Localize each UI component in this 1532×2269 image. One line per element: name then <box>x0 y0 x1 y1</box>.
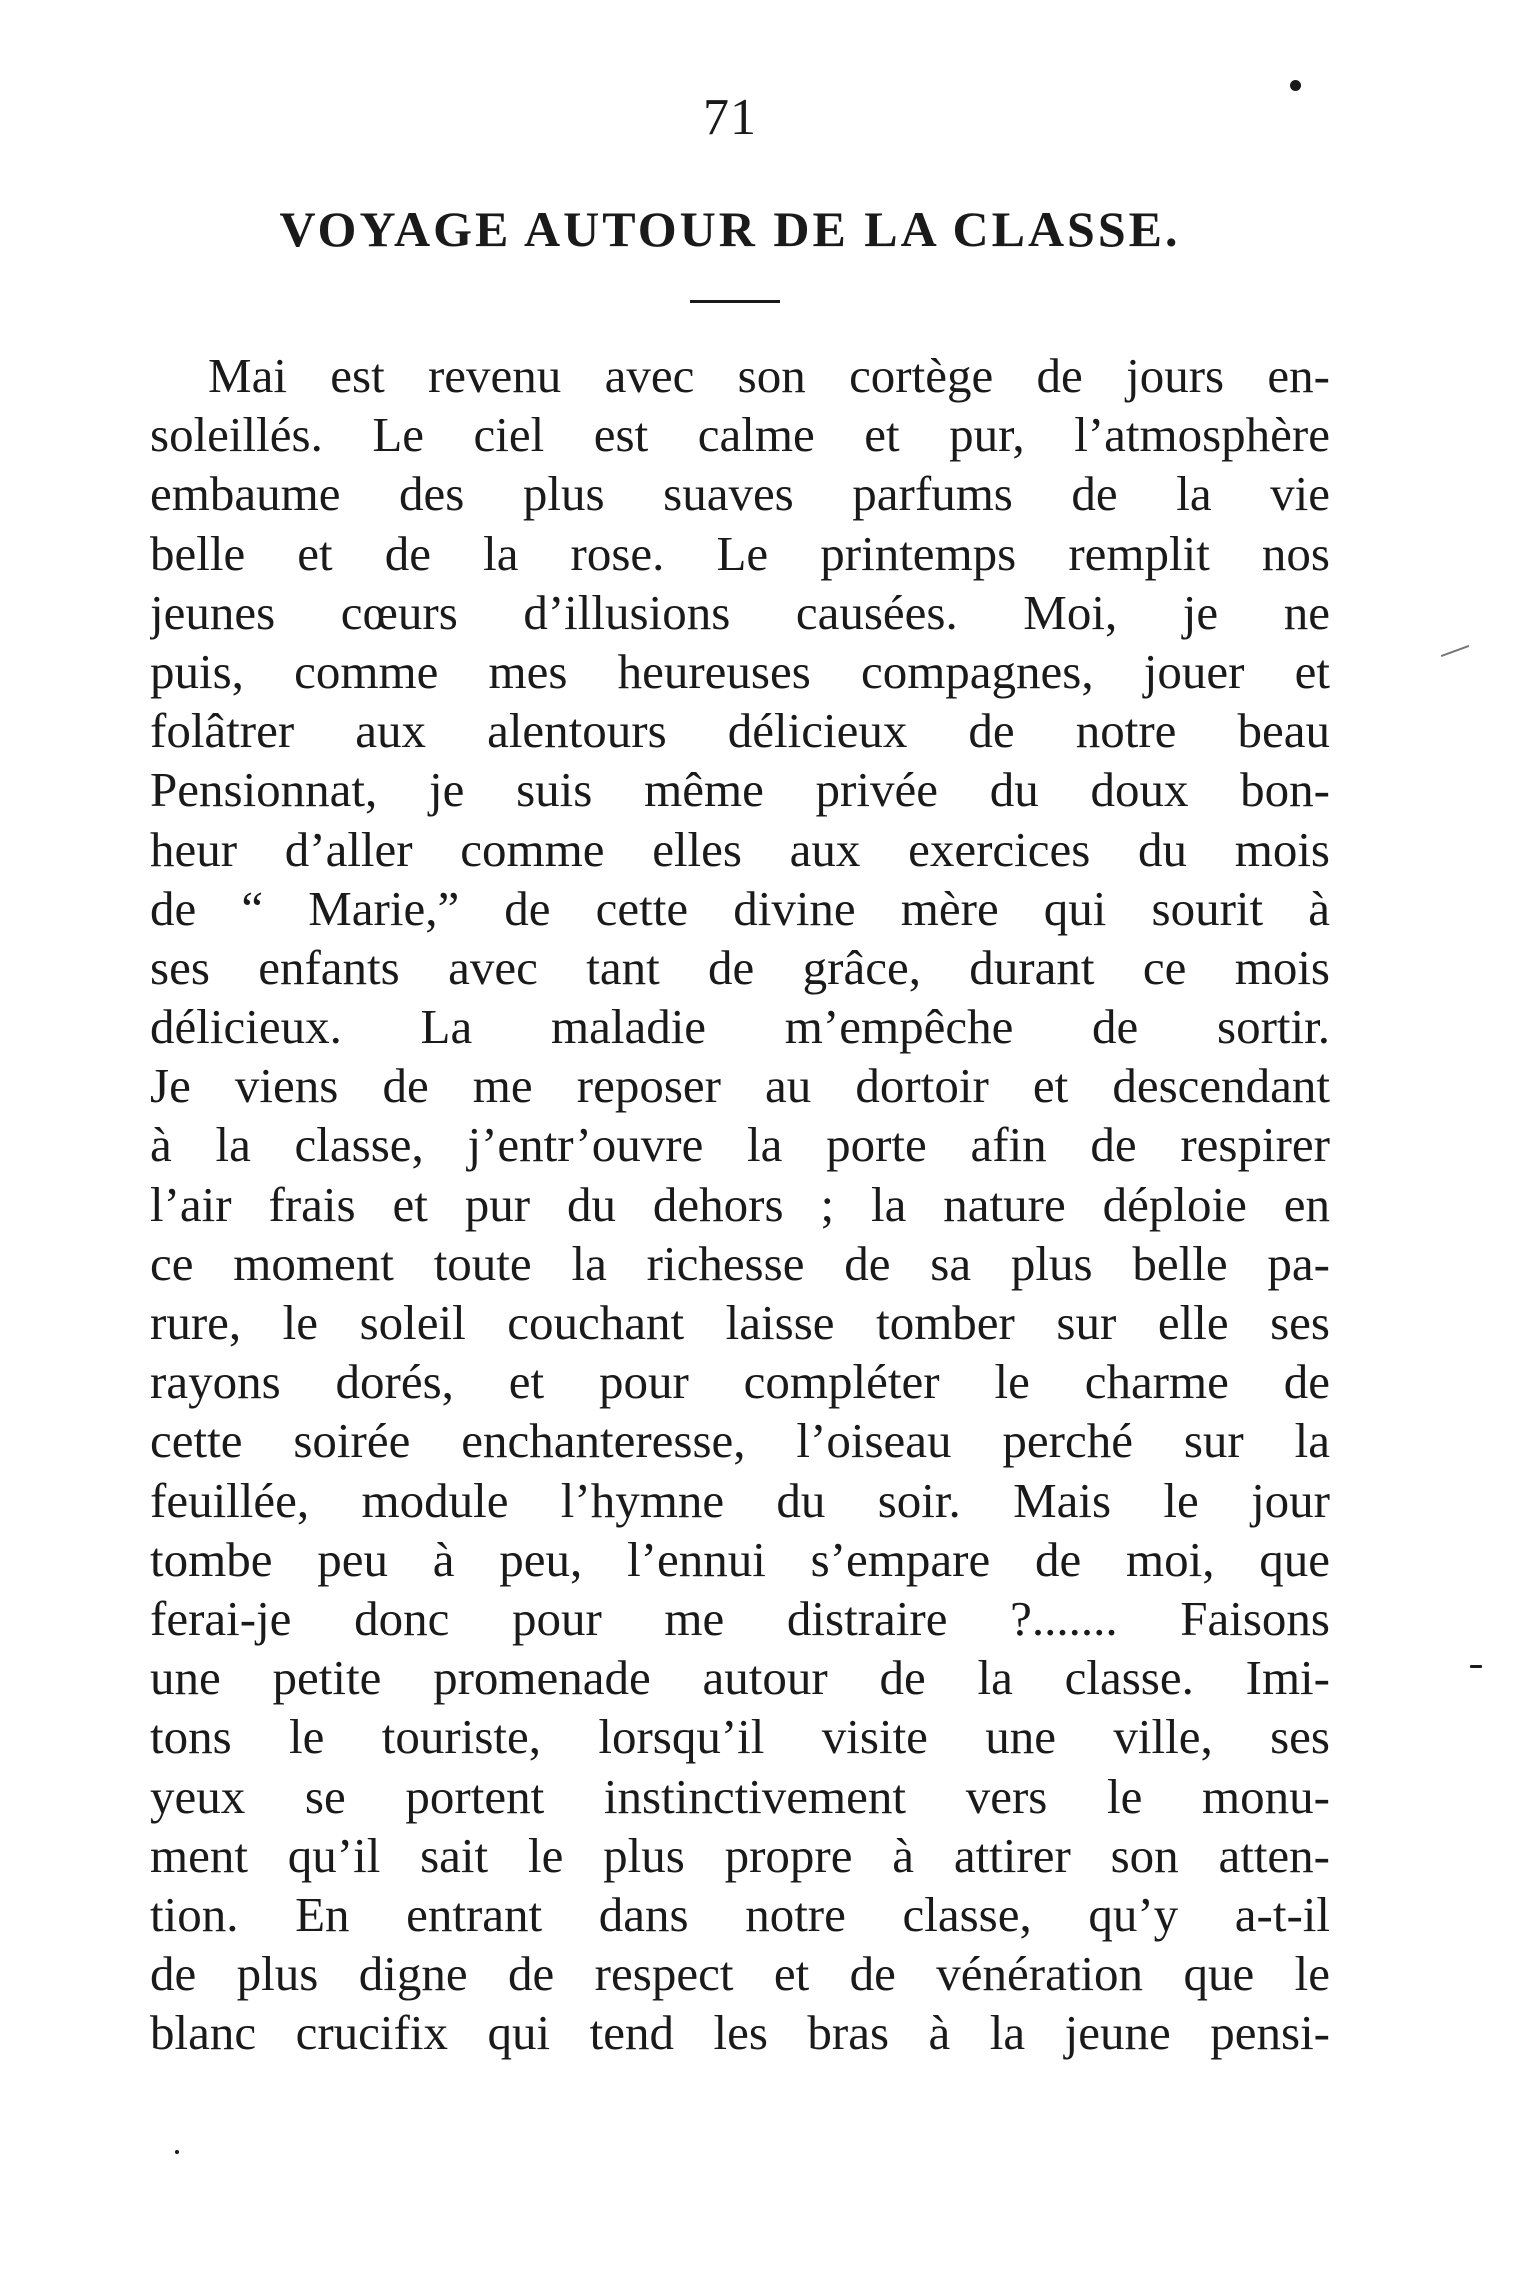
text-line: à la classe, j’entr’ouvre la porte afin de respirer <box>150 1117 1330 1173</box>
text-line: heur d’aller comme elles aux exercices du mois <box>150 821 1330 877</box>
ink-speck <box>175 2150 179 2154</box>
text-line: ses enfants avec tant de grâce, durant ce mois <box>150 939 1330 995</box>
text-line: blanc crucifix qui tend les bras à la jeune pensi- <box>150 2005 1330 2061</box>
text-line: Je viens de me reposer au dortoir et descendant <box>150 1058 1330 1114</box>
text-line: embaume des plus suaves parfums de la vie <box>150 466 1330 522</box>
text-line: cette soirée enchanteresse, l’oiseau perché sur la <box>150 1413 1330 1469</box>
text-line: puis, comme mes heureuses compagnes, jouer et <box>150 643 1330 699</box>
text-line: belle et de la rose. Le printemps remplit nos <box>150 525 1330 581</box>
ink-speck <box>1441 645 1470 657</box>
text-line: ferai-je donc pour me distraire ?....... Faisons <box>150 1590 1330 1646</box>
text-line: ce moment toute la richesse de sa plus belle pa- <box>150 1235 1330 1291</box>
text-line: Pensionnat, je suis même privée du doux bon- <box>150 762 1330 818</box>
body-text <box>150 346 1330 2062</box>
text-line: rure, le soleil couchant laisse tomber sur elle ses <box>150 1295 1330 1350</box>
text-line: délicieux. La maladie m’empêche de sortir. <box>150 999 1330 1055</box>
text-line: tombe peu à peu, l’ennui s’empare de moi, que <box>150 1531 1330 1587</box>
page-number: 71 <box>703 89 757 146</box>
text-line: rayons dorés, et pour compléter le charme de <box>150 1354 1330 1410</box>
text-line: une petite promenade autour de la classe. Imi- <box>150 1650 1330 1706</box>
ink-speck <box>1470 1665 1482 1668</box>
text-line: de “ Marie,” de cette divine mère qui sourit à <box>150 880 1330 936</box>
text-line: soleillés. Le ciel est calme et pur, l’atmosphère <box>150 407 1330 463</box>
title-rule <box>690 300 780 303</box>
text-line: de plus digne de respect et de vénération que le <box>150 1946 1330 2002</box>
ink-speck <box>1290 80 1301 91</box>
text-line: folâtrer aux alentours délicieux de notre beau <box>150 703 1330 759</box>
chapter-title: VOYAGE AUTOUR DE LA CLASSE. <box>279 201 1181 257</box>
text-line: Mai est revenu avec son cortège de jours en- <box>208 348 1330 403</box>
text-line: yeux se portent instinctivement vers le monu- <box>150 1768 1330 1824</box>
text-line: tion. En entrant dans notre classe, qu’y a-t-il <box>150 1886 1330 1942</box>
text-line: l’air frais et pur du dehors ; la nature déploie en <box>150 1176 1330 1232</box>
text-line: feuillée, module l’hymne du soir. Mais le jour <box>150 1472 1330 1528</box>
text-line: tons le touriste, lorsqu’il visite une ville, ses <box>150 1709 1330 1765</box>
text-line: ment qu’il sait le plus propre à attirer son atten- <box>150 1827 1330 1883</box>
text-line: jeunes cœurs d’illusions causées. Moi, je ne <box>150 584 1330 640</box>
